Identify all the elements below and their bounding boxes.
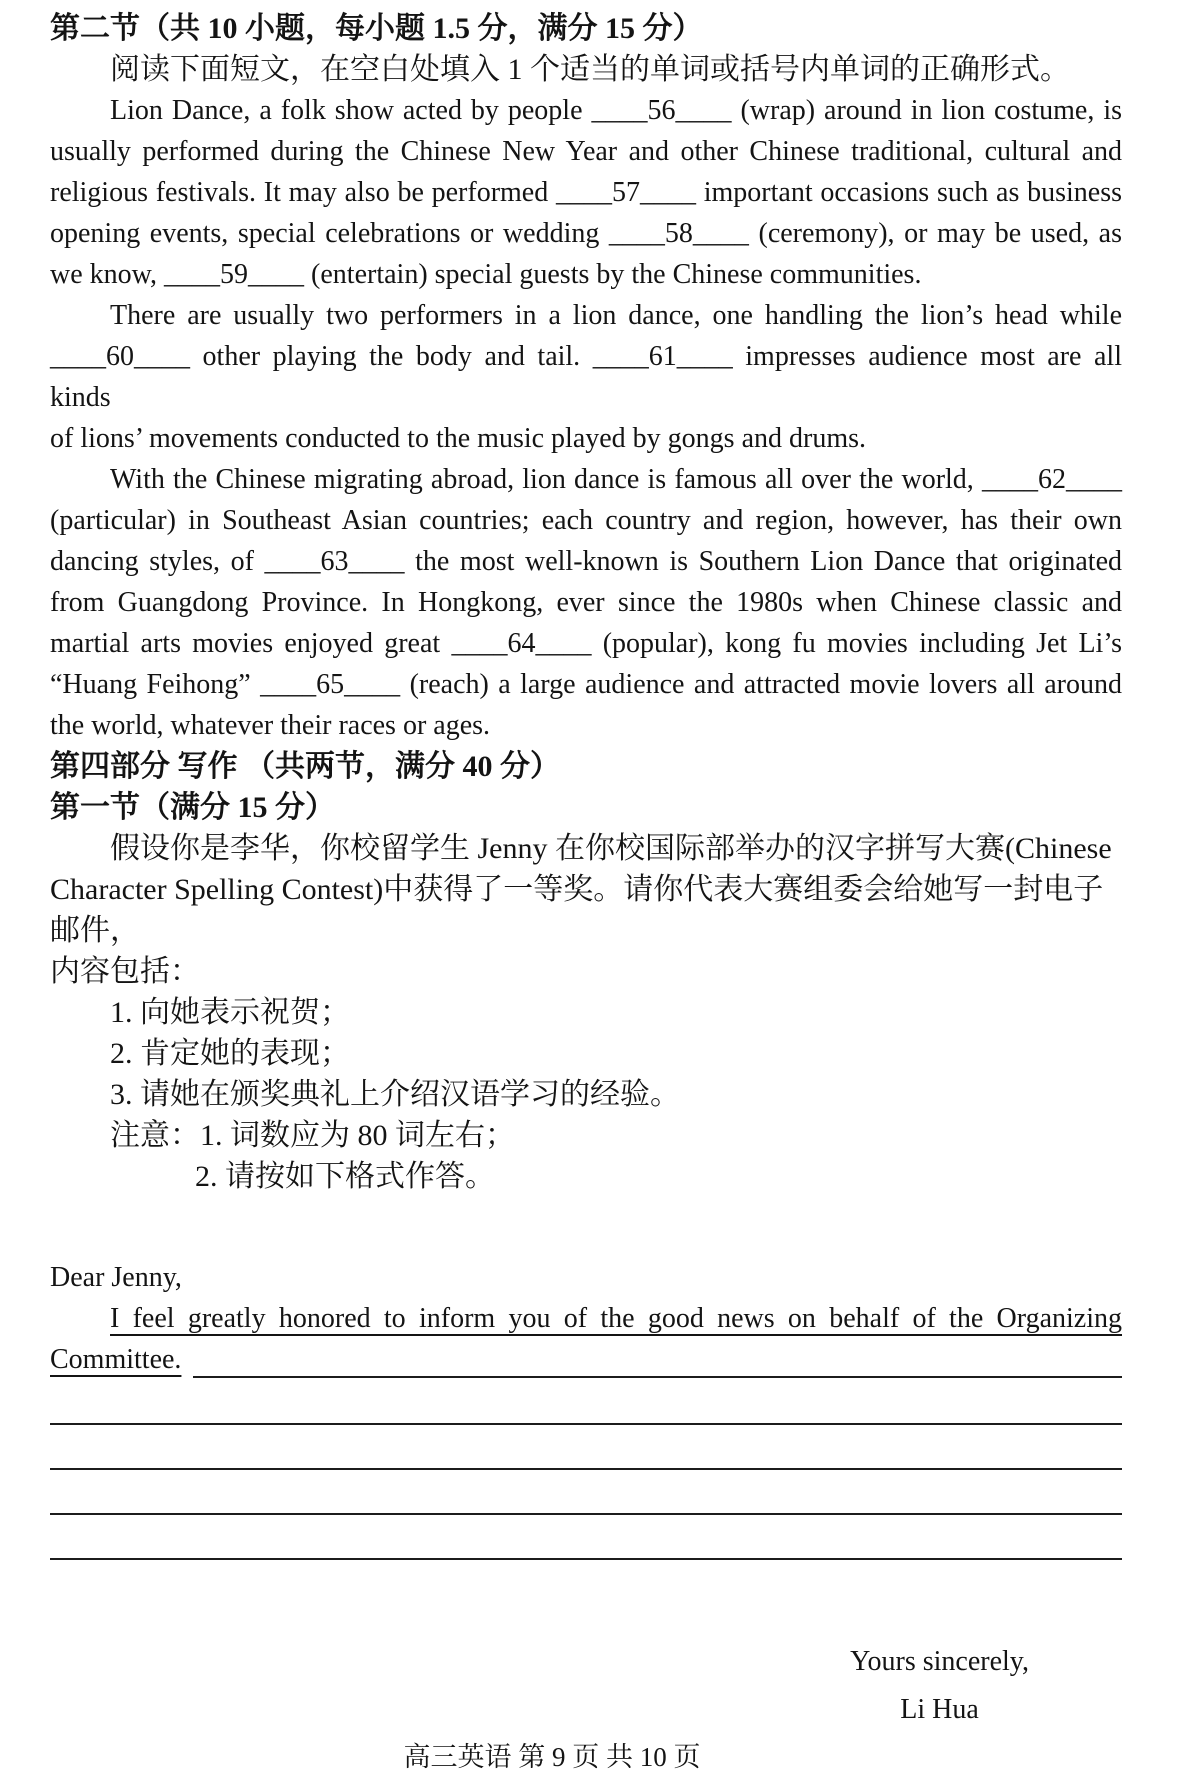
answer-line xyxy=(50,1380,1122,1425)
section2-instruction: 阅读下面短文，在空白处填入 1 个适当的单词或括号内单词的正确形式。 xyxy=(110,53,1070,86)
section2-heading: 第二节（共 10 小题，每小题 1.5 分，满分 15 分） xyxy=(50,12,703,45)
prompt-point: 1. 向她表示祝贺； xyxy=(110,996,350,1029)
part4-heading: 第四部分 写作 （共两节，满分 40 分） xyxy=(50,750,560,783)
part4-section1-heading: 第一节（满分 15 分） xyxy=(50,791,335,824)
cloze-line: we know, ____59____ (entertain) special guests by the Chinese communities. xyxy=(50,259,922,290)
prompt-line: 内容包括： xyxy=(50,955,200,988)
letter-given-continuation xyxy=(50,1339,1122,1380)
letter-given-line: I feel greatly honored to inform you of the good news on behalf of the Organizing xyxy=(110,1303,1122,1334)
cloze-passage xyxy=(50,90,1122,746)
letter-given-word: Committee. xyxy=(50,1344,182,1375)
page-footer: 高三英语 第 9 页 共 10 页 xyxy=(403,1742,701,1772)
signature-block xyxy=(50,1638,1122,1734)
cloze-line: the world, whatever their races or ages. xyxy=(50,710,491,741)
writing-prompt xyxy=(50,828,1122,1197)
cloze-line: martial arts movies enjoyed great ____64____ (popular), kong fu movies including Jet Li’s xyxy=(50,628,1122,659)
cloze-line: Lion Dance, a folk show acted by people ____56____ (wrap) around in lion costume, is xyxy=(110,95,1122,126)
prompt-point: 2. 肯定她的表现； xyxy=(110,1037,350,1070)
answer-line xyxy=(50,1515,1122,1560)
notes-line: 2. 请按如下格式作答。 xyxy=(195,1160,495,1193)
answer-line xyxy=(193,1376,1122,1378)
cloze-line: (particular) in Southeast Asian countries; each country and region, however, has their own xyxy=(50,505,1122,536)
cloze-line: dancing styles, of ____63____ the most well-known is Southern Lion Dance that originated xyxy=(50,546,1122,577)
cloze-line: of lions’ movements conducted to the music played by gongs and drums. xyxy=(50,423,867,454)
cloze-line: “Huang Feihong” ____65____ (reach) a large audience and attracted movie lovers all around xyxy=(50,669,1122,700)
cloze-line: opening events, special celebrations or wedding ____58____ (ceremony), or may be used, as xyxy=(50,218,1122,249)
cloze-line: religious festivals. It may also be performed ____57____ important occasions such as business xyxy=(50,177,1122,208)
answer-line xyxy=(50,1425,1122,1470)
cloze-line: ____60____ other playing the body and tail. ____61____ impresses audience most are all kinds xyxy=(50,341,1122,413)
prompt-line: Character Spelling Contest)中获得了一等奖。请你代表大赛组委会给她写一封电子邮件， xyxy=(50,873,1104,947)
notes-line: 注意：1. 词数应为 80 词左右； xyxy=(110,1119,515,1152)
answer-line xyxy=(50,1470,1122,1515)
signature-closing: Yours sincerely, xyxy=(850,1646,1029,1677)
prompt-point: 3. 请她在颁奖典礼上介绍汉语学习的经验。 xyxy=(110,1078,680,1111)
letter-salutation: Dear Jenny, xyxy=(50,1262,182,1293)
cloze-line: With the Chinese migrating abroad, lion dance is famous all over the world, ____62____ xyxy=(110,464,1122,495)
cloze-line: from Guangdong Province. In Hongkong, ever since the 1980s when Chinese classic and xyxy=(50,587,1122,618)
letter-template xyxy=(50,1257,1122,1734)
cloze-line: There are usually two performers in a lion dance, one handling the lion’s head while xyxy=(110,300,1122,331)
cloze-line: usually performed during the Chinese New Year and other Chinese traditional, cultural and xyxy=(50,136,1122,167)
prompt-line: 假设你是李华，你校留学生 Jenny 在你校国际部举办的汉字拼写大赛(Chinese xyxy=(110,832,1112,865)
signature-name: Li Hua xyxy=(900,1694,979,1725)
